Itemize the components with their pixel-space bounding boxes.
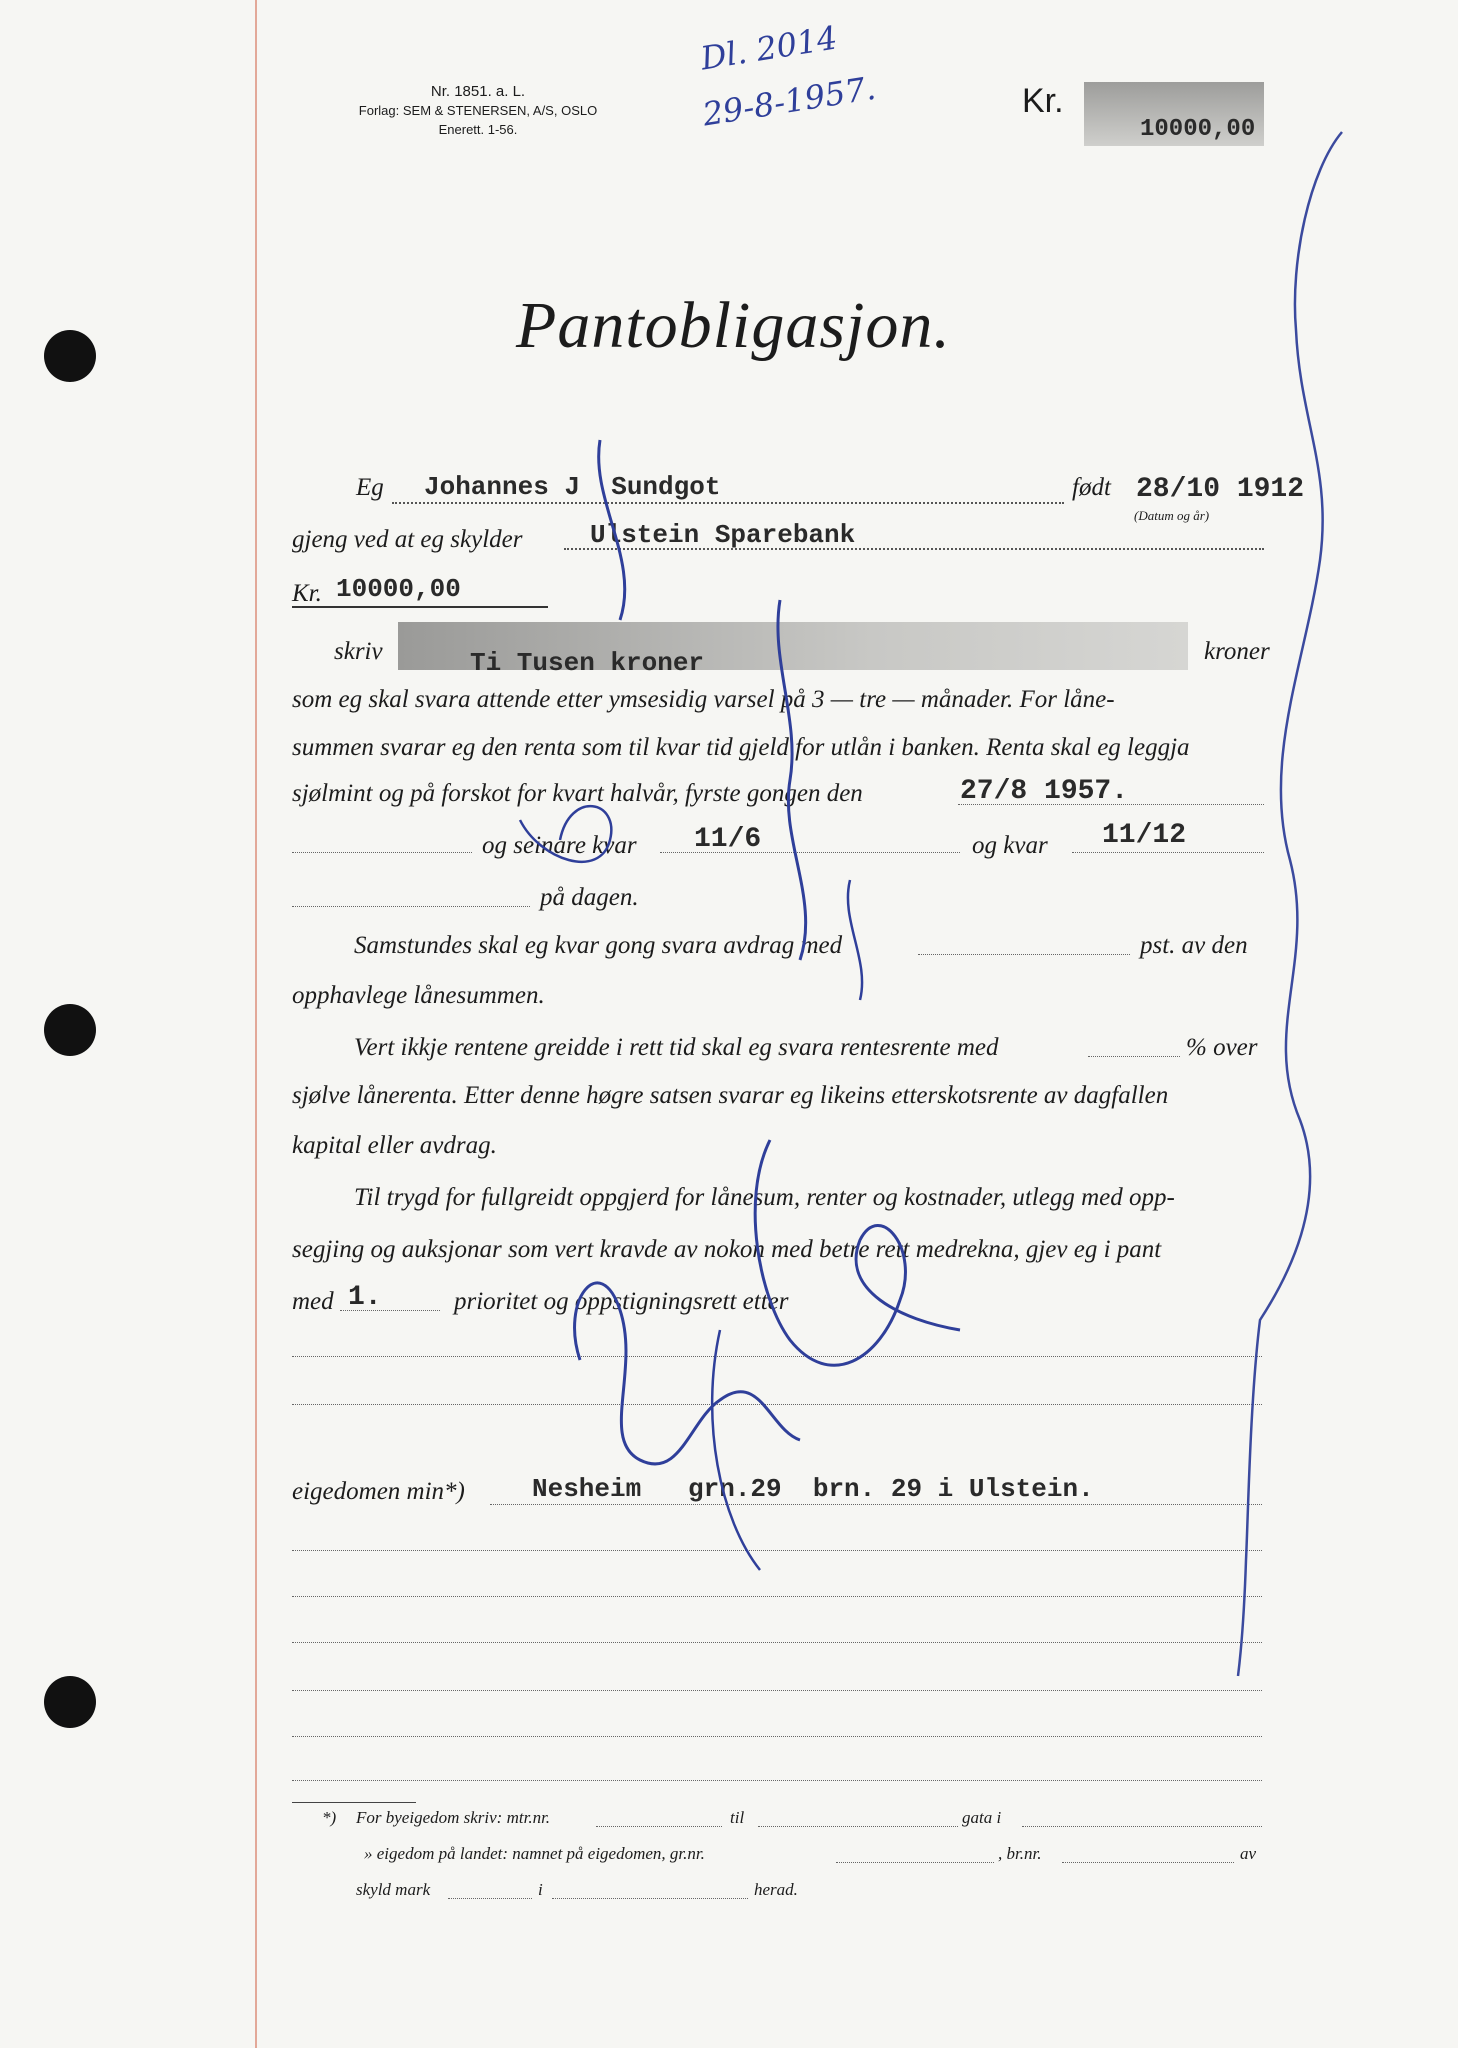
seinare-value: 11/6 <box>694 824 762 855</box>
kroner-label: kroner <box>1204 638 1270 665</box>
rente-text-c: sjølve lånerenta. Etter denne høgre satsen svarar eg likeins etterskotsrente av dagfallen <box>292 1082 1169 1109</box>
footnote-line3-c: herad. <box>754 1880 798 1899</box>
kr-label-top: Kr. <box>1022 82 1064 120</box>
terms-line-3: sjølmint og på forskot for kvart halvår, fyrste gongen den <box>292 780 863 807</box>
blank-line <box>292 1780 1262 1781</box>
footnote-line3-b: i <box>538 1880 543 1899</box>
footnote-rule <box>292 1802 416 1803</box>
seinare-blank <box>292 852 472 853</box>
kr-label: Kr. <box>292 580 322 607</box>
property-label: eigedomen min*) <box>292 1478 465 1505</box>
blank-line <box>292 1690 1262 1691</box>
rente-blank <box>1088 1056 1180 1057</box>
archive-note: Dl. 2014 <box>698 18 840 78</box>
birth-date: 28/10 1912 <box>1136 474 1305 505</box>
exclusive-rights: Enerett. 1-56. <box>438 122 518 137</box>
fodt-label: født <box>1072 474 1111 501</box>
form-imprint <box>318 82 638 139</box>
debtor-name: Johannes J Sundgot <box>424 472 721 502</box>
footnote-star: *) <box>322 1808 337 1827</box>
footnote-blank <box>758 1826 958 1827</box>
binder-hole-bottom <box>44 1676 96 1728</box>
blank-line <box>292 1356 1262 1357</box>
footnote-line2-c: av <box>1240 1844 1257 1863</box>
pa-dagen-blank <box>292 906 530 907</box>
binder-hole-middle <box>44 1004 96 1056</box>
creditor-name: Ulstein Sparebank <box>590 520 856 550</box>
property-value: Nesheim grn.29 brn. 29 i Ulstein. <box>532 1474 1094 1504</box>
kvar-line <box>1072 852 1264 853</box>
avdrag-blank <box>918 954 1130 955</box>
footnote-blank <box>448 1898 532 1899</box>
footnote-line1-c: gata i <box>962 1808 1002 1827</box>
amount-top: 10000,00 <box>1140 116 1256 143</box>
trygd-text-b: segjing og auksjonar som vert kravde av nokon med betre rett medrekna, gjev eg i pant <box>292 1236 1162 1263</box>
rente-text-d: kapital eller avdrag. <box>292 1132 497 1159</box>
footnote-blank <box>1022 1826 1262 1827</box>
priority-text: prioritet og oppstigningsrett etter <box>454 1288 789 1315</box>
footnote-line1-a: For byeigedom skriv: mtr.nr. <box>356 1808 551 1827</box>
footnote-line2-a: » eigedom på landet: namnet på eigedomen, gr.nr. <box>364 1844 705 1863</box>
property-line <box>490 1504 1262 1505</box>
footnote-line3-a: skyld mark <box>356 1880 431 1899</box>
creditor-line <box>564 548 1264 550</box>
blank-line <box>292 1736 1262 1737</box>
debtor-name-line <box>392 502 1064 504</box>
trygd-text-a: Til trygd for fullgreidt oppgjerd for lånesum, renter og kostnader, utlegg med opp- <box>354 1184 1175 1211</box>
binder-hole-top <box>44 330 96 382</box>
footnote-blank <box>1062 1862 1234 1863</box>
priority-value: 1. <box>348 1282 382 1313</box>
datum-hint: (Datum og år) <box>1134 508 1210 523</box>
publisher-name: Forlag: SEM & STENERSEN, A/S, OSLO <box>358 103 598 118</box>
kvar-value: 11/12 <box>1102 820 1187 851</box>
terms-line-1: som eg skal svara attende etter ymsesidig varsel på 3 — tre — månader. For låne- <box>292 686 1115 713</box>
priority-line <box>340 1310 440 1311</box>
first-date-line <box>958 804 1264 805</box>
footnote-blank <box>552 1898 748 1899</box>
rente-text-b: % over <box>1186 1034 1258 1061</box>
form-number: Nr. 1851. a. L. <box>430 83 526 100</box>
blank-line <box>292 1596 1262 1597</box>
seinare-label: og seinare kvar <box>482 832 637 859</box>
med-label: med <box>292 1288 334 1315</box>
margin-rule <box>255 0 257 2048</box>
seinare-line <box>660 852 960 853</box>
footnote-blank <box>836 1862 994 1863</box>
kvar-label: og kvar <box>972 832 1048 859</box>
eg-label: Eg <box>356 474 384 501</box>
skriv-label: skriv <box>334 638 383 665</box>
blank-line <box>292 1550 1262 1551</box>
footnote-blank <box>596 1826 722 1827</box>
avdrag-text-a: Samstundes skal eg kvar gong svara avdrag med <box>354 932 843 959</box>
footnote-line2-b: , br.nr. <box>998 1844 1042 1863</box>
amount-words: Ti Tusen kroner <box>470 648 705 678</box>
blank-line <box>292 1404 1262 1405</box>
skylder-label: gjeng ved at eg skylder <box>292 526 523 553</box>
margin-squiggle <box>1238 132 1342 1676</box>
archive-date: 29-8-1957. <box>700 68 879 134</box>
signature-stroke <box>712 1330 760 1570</box>
amount-figures: 10000,00 <box>336 574 461 604</box>
amount-underline <box>292 606 548 608</box>
avdrag-text-b: pst. av den <box>1140 932 1248 959</box>
blank-line <box>292 1642 1262 1643</box>
terms-line-2: summen svarar eg den renta som til kvar tid gjeld for utlån i banken. Renta skal eg leggja <box>292 734 1190 761</box>
rente-text-a: Vert ikkje rentene greidde i rett tid skal eg svara rentesrente med <box>354 1034 999 1061</box>
first-interest-date: 27/8 1957. <box>960 776 1129 807</box>
footnote-line1-b: til <box>730 1808 745 1827</box>
pa-dagen: på dagen. <box>540 884 639 911</box>
avdrag-text-c: opphavlege lånesummen. <box>292 982 545 1009</box>
document-title: Pantobligasjon. <box>516 289 951 362</box>
vertical-scribble <box>848 880 862 1000</box>
